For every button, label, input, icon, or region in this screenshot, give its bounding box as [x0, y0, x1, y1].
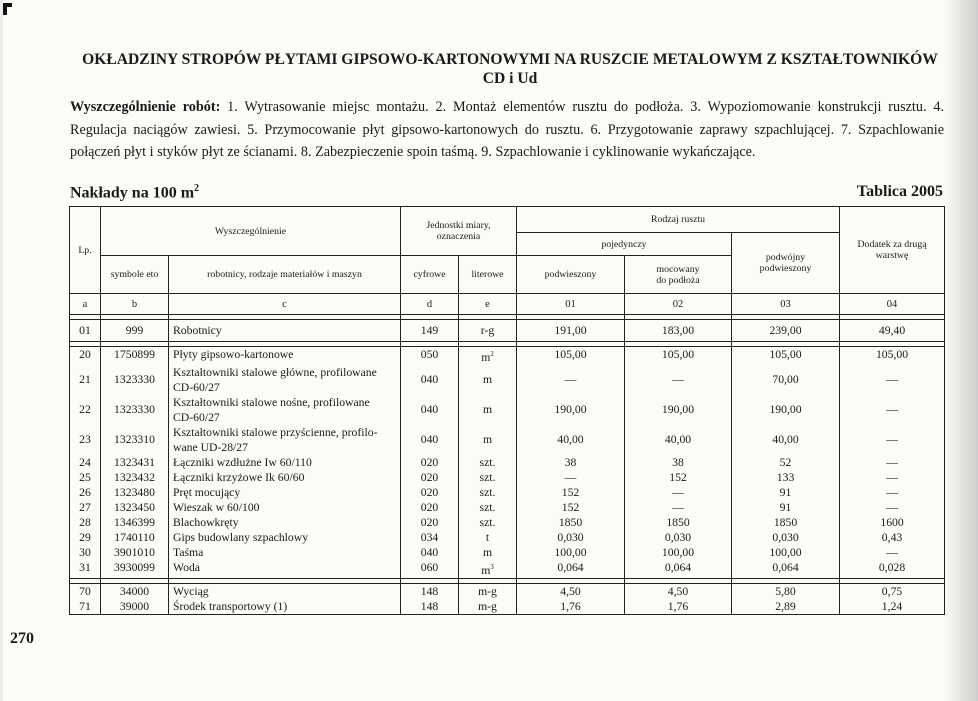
cell-symbol: 3901010 — [101, 545, 169, 560]
table-number: Tablica 2005 — [856, 183, 943, 200]
cell-value-02: 190,00 — [625, 395, 732, 425]
cell-lp: 23 — [70, 425, 101, 455]
cell-value-02: 38 — [625, 455, 732, 470]
cell-value-03: 239,00 — [732, 320, 840, 342]
header-robotnicy: robotnicy, rodzaje materiałów i maszyn — [169, 256, 401, 294]
cell-lp: 28 — [70, 515, 101, 530]
cell-name: Pręt mocujący — [169, 485, 401, 500]
cell-value-01: 1850 — [517, 515, 625, 530]
table-row — [70, 599, 945, 615]
cell-value-01: 190,00 — [517, 395, 625, 425]
cell-value-03: 91 — [732, 500, 840, 515]
cell-name: Robotnicy — [169, 320, 401, 342]
cell-symbol: 1346399 — [101, 515, 169, 530]
cell-symbol: 1323310 — [101, 425, 169, 455]
cell-unit-symbol: m — [459, 395, 517, 425]
header-symbole: symbole eto — [101, 256, 169, 294]
col-label: c — [169, 294, 401, 315]
table-row — [70, 500, 945, 515]
cell-value-02: 0,030 — [625, 530, 732, 545]
description-text: 1. Wytrasowanie miejsc montażu. 2. Montaż elementów rusztu do podłoża. 3. Wypoziomowanie konstrukcji rusztu. 4. Regulacja naciągów zawiesi. 5. Przymocowanie płyt gipsowo-kartonowych do rusztu. 6. Przygotowanie zaprawy szpachlującej. 7. Szpachlowanie połączeń płyt i styków płyt ze ścianami. 8. Zabezpieczenie spoin taśmą. 9. Szpachlowanie i cyklinowanie wykańczające. — [70, 99, 944, 160]
cell-value-02: 1,76 — [625, 599, 732, 615]
col-label: 02 — [625, 294, 732, 315]
naklady-label: Nakłady na 100 m — [70, 184, 195, 202]
cell-unit-code: 040 — [401, 545, 459, 560]
cell-value-01: 100,00 — [517, 545, 625, 560]
cell-symbol: 3930099 — [101, 560, 169, 578]
cell-value-04: 1600 — [840, 515, 945, 530]
cell-value-03: 190,00 — [732, 395, 840, 425]
table-row — [70, 545, 945, 560]
cell-value-01: 152 — [517, 500, 625, 515]
cell-value-03: 0,030 — [732, 530, 840, 545]
cell-unit-symbol: m — [459, 365, 517, 395]
cell-value-02: 0,064 — [625, 560, 732, 578]
cell-symbol: 34000 — [101, 583, 169, 599]
cell-value-03: 2,89 — [732, 599, 840, 615]
cell-value-02: 152 — [625, 470, 732, 485]
cell-unit-code: 148 — [401, 583, 459, 599]
cell-value-03: 40,00 — [732, 425, 840, 455]
cell-lp: 01 — [70, 320, 101, 342]
cell-unit-symbol: m — [459, 425, 517, 455]
header-rodzaj-rusztu: Rodzaj rusztu — [517, 207, 840, 233]
page-title — [60, 50, 960, 88]
cell-lp: 30 — [70, 545, 101, 560]
header-mocowany: mocowany do podłoża — [625, 256, 732, 294]
cell-value-02: 105,00 — [625, 347, 732, 365]
cell-value-01: 40,00 — [517, 425, 625, 455]
header-jednostki: Jednostki miary, oznaczenia — [401, 207, 517, 256]
table-row — [70, 425, 945, 455]
cell-symbol: 1323432 — [101, 470, 169, 485]
cell-lp: 29 — [70, 530, 101, 545]
materials-section — [70, 347, 945, 579]
cell-lp: 70 — [70, 583, 101, 599]
cell-value-01: 4,50 — [517, 583, 625, 599]
col-label: e — [459, 294, 517, 315]
cell-name: Kształtowniki stalowe nośne, profilowane CD-60/27 — [169, 395, 401, 425]
header-cyfrowe: cyfrowe — [401, 256, 459, 294]
cell-symbol: 1323431 — [101, 455, 169, 470]
cell-symbol: 1323450 — [101, 500, 169, 515]
cell-unit-code: 040 — [401, 395, 459, 425]
cell-unit-symbol: r-g — [459, 320, 517, 342]
col-label: b — [101, 294, 169, 315]
cell-symbol: 1323330 — [101, 365, 169, 395]
cell-value-02: 183,00 — [625, 320, 732, 342]
cell-value-04: — — [840, 485, 945, 500]
cell-value-04: 0,43 — [840, 530, 945, 545]
cell-unit-symbol: szt. — [459, 455, 517, 470]
table-row — [70, 530, 945, 545]
cell-unit-code: 060 — [401, 560, 459, 578]
cell-value-03: 133 — [732, 470, 840, 485]
cell-unit-code: 040 — [401, 365, 459, 395]
cell-unit-code: 020 — [401, 515, 459, 530]
cell-value-01: 152 — [517, 485, 625, 500]
header-podwieszony: podwieszony — [517, 256, 625, 294]
cell-value-03: 105,00 — [732, 347, 840, 365]
cell-name: Kształtowniki stalowe przyścienne, profilo- wane UD-28/27 — [169, 425, 401, 455]
title-line-1: OKŁADZINY STROPÓW PŁYTAMI GIPSOWO-KARTONOWYMI NA RUSZCIE METALOWYM Z KSZTAŁTOWNIKÓW — [82, 51, 938, 68]
cell-name: Wieszak w 60/100 — [169, 500, 401, 515]
cell-value-02: — — [625, 500, 732, 515]
cell-lp: 71 — [70, 599, 101, 615]
table-header — [70, 207, 945, 320]
col-label: 04 — [840, 294, 945, 315]
cell-value-01: 191,00 — [517, 320, 625, 342]
cell-unit-code: 020 — [401, 470, 459, 485]
cell-lp: 24 — [70, 455, 101, 470]
cell-symbol: 1750899 — [101, 347, 169, 365]
cell-value-02: 100,00 — [625, 545, 732, 560]
header-pojedynczy: pojedynczy — [517, 233, 732, 256]
cell-value-02: 40,00 — [625, 425, 732, 455]
cell-lp: 22 — [70, 395, 101, 425]
table-row — [70, 320, 945, 342]
col-label: a — [70, 294, 101, 315]
table-row — [70, 455, 945, 470]
cell-symbol: 1323480 — [101, 485, 169, 500]
cell-symbol: 39000 — [101, 599, 169, 615]
cell-value-03: 91 — [732, 485, 840, 500]
cell-value-01: 0,030 — [517, 530, 625, 545]
corner-crop-mark — [3, 3, 12, 15]
page-left-edge — [0, 0, 3, 701]
col-label: 01 — [517, 294, 625, 315]
cell-unit-symbol: szt. — [459, 485, 517, 500]
cell-name: Kształtowniki stalowe główne, profilowane CD-60/27 — [169, 365, 401, 395]
cell-value-03: 1850 — [732, 515, 840, 530]
table-row — [70, 560, 945, 578]
cell-value-02: 1850 — [625, 515, 732, 530]
page-number: 270 — [10, 630, 34, 647]
cell-name: Wyciąg — [169, 583, 401, 599]
cell-lp: 26 — [70, 485, 101, 500]
cell-value-04: — — [840, 470, 945, 485]
cell-name: Woda — [169, 560, 401, 578]
table-row — [70, 347, 945, 365]
cell-unit-symbol: szt. — [459, 515, 517, 530]
cell-unit-code: 148 — [401, 599, 459, 615]
cell-symbol: 1323330 — [101, 395, 169, 425]
col-label: d — [401, 294, 459, 315]
header-lp: Lp. — [70, 207, 101, 294]
table-row — [70, 485, 945, 500]
cell-name: Łączniki wzdłużne Iw 60/110 — [169, 455, 401, 470]
cell-value-02: — — [625, 365, 732, 395]
cell-symbol: 1740110 — [101, 530, 169, 545]
header-podwojny: podwójny podwieszony — [732, 233, 840, 294]
cell-unit-code: 020 — [401, 485, 459, 500]
cell-name: Taśma — [169, 545, 401, 560]
cell-name: Środek transportowy (1) — [169, 599, 401, 615]
cell-unit-symbol: m-g — [459, 599, 517, 615]
cell-lp: 21 — [70, 365, 101, 395]
cell-value-04: — — [840, 425, 945, 455]
cell-name: Płyty gipsowo-kartonowe — [169, 347, 401, 365]
cell-value-04: 0,75 — [840, 583, 945, 599]
cell-unit-symbol: szt. — [459, 500, 517, 515]
table-row — [70, 365, 945, 395]
col-label: 03 — [732, 294, 840, 315]
cell-value-04: — — [840, 455, 945, 470]
cell-unit-code: 034 — [401, 530, 459, 545]
cell-value-04: — — [840, 365, 945, 395]
cell-value-01: — — [517, 365, 625, 395]
labor-section — [70, 320, 945, 342]
cell-value-01: 0,064 — [517, 560, 625, 578]
naklady-sup: 2 — [194, 183, 200, 194]
cell-value-03: 70,00 — [732, 365, 840, 395]
cell-value-03: 100,00 — [732, 545, 840, 560]
cell-value-03: 0,064 — [732, 560, 840, 578]
cell-unit-symbol: m — [459, 545, 517, 560]
cell-value-03: 52 — [732, 455, 840, 470]
cell-value-04: — — [840, 395, 945, 425]
cell-value-01: 105,00 — [517, 347, 625, 365]
header-wyszczegolnienie: Wyszczególnienie — [101, 207, 401, 256]
cell-value-01: — — [517, 470, 625, 485]
cell-value-02: — — [625, 485, 732, 500]
cell-value-04: 49,40 — [840, 320, 945, 342]
cell-value-01: 1,76 — [517, 599, 625, 615]
naklady-heading — [70, 183, 199, 202]
cell-value-04: — — [840, 500, 945, 515]
title-line-2: CD i Ud — [482, 70, 538, 87]
cell-name: Łączniki krzyżowe Ik 60/60 — [169, 470, 401, 485]
description-label: Wyszczególnienie robót: — [70, 99, 221, 115]
table-row — [70, 470, 945, 485]
cell-value-03: 5,80 — [732, 583, 840, 599]
cell-value-04: — — [840, 545, 945, 560]
cell-lp: 25 — [70, 470, 101, 485]
cell-value-04: 1,24 — [840, 599, 945, 615]
cell-unit-code: 020 — [401, 455, 459, 470]
cell-unit-symbol: m-g — [459, 583, 517, 599]
cell-unit-symbol: t — [459, 530, 517, 545]
cell-unit-symbol: $m^2$ — [459, 347, 517, 365]
table-row — [70, 515, 945, 530]
table-row — [70, 395, 945, 425]
cost-table — [69, 206, 945, 615]
cell-lp: 27 — [70, 500, 101, 515]
header-literowe: literowe — [459, 256, 517, 294]
cell-value-01: 38 — [517, 455, 625, 470]
cell-unit-code: 020 — [401, 500, 459, 515]
cell-unit-symbol: $m^3$ — [459, 560, 517, 578]
cell-value-02: 4,50 — [625, 583, 732, 599]
work-description — [70, 96, 944, 164]
page-fold-shadow — [944, 0, 978, 701]
cell-unit-code: 040 — [401, 425, 459, 455]
cell-value-04: 105,00 — [840, 347, 945, 365]
cell-lp: 31 — [70, 560, 101, 578]
column-label-row — [70, 294, 945, 315]
cell-unit-code: 149 — [401, 320, 459, 342]
cell-unit-code: 050 — [401, 347, 459, 365]
header-dodatek: Dodatek za drugą warstwę — [840, 207, 945, 294]
cell-symbol: 999 — [101, 320, 169, 342]
machines-section — [70, 583, 945, 614]
cell-lp: 20 — [70, 347, 101, 365]
cell-unit-symbol: szt. — [459, 470, 517, 485]
cell-name: Blachowkręty — [169, 515, 401, 530]
table-row — [70, 583, 945, 599]
cell-name: Gips budowlany szpachlowy — [169, 530, 401, 545]
cell-value-04: 0,028 — [840, 560, 945, 578]
